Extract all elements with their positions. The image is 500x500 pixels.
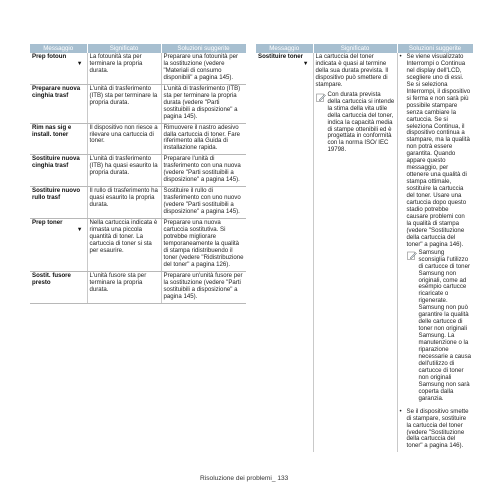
table-row	[30, 123, 246, 155]
down-arrow-icon: ▼	[302, 60, 309, 67]
header-message: Messaggio	[30, 44, 87, 53]
message-cell: Sostituire nuovo rullo trasf	[30, 187, 87, 219]
left-table-header	[30, 44, 246, 53]
solution-cell: Rimuovere il nastro adesivo dalla cartuccia di toner. Fare riferimento alla Guida di installazione rapida.	[161, 123, 246, 155]
solution-cell: L'unità di trasferimento (ITB) sta per terminare la propria durata (vedere "Parti sostituibili a disposizione" a pagina 145).	[161, 84, 246, 123]
list-item: • Se il dispositivo smette di stampare, sostituire la cartuccia del toner (vedere "Sostituzione della cartuccia del toner" a pagina 146).	[400, 409, 472, 451]
meaning-note	[316, 92, 395, 155]
message-cell	[256, 53, 313, 452]
table-row	[30, 84, 246, 123]
message-cell	[30, 219, 87, 272]
message-cell: Rim nas sig e install. toner	[30, 123, 87, 155]
message-text: Prep fotoun	[32, 53, 67, 60]
list-item	[400, 54, 472, 403]
table-row	[30, 53, 246, 84]
table-row	[30, 155, 246, 187]
header-solution: Soluzioni suggerite	[161, 44, 246, 53]
solution-note	[407, 250, 472, 403]
note-pencil-icon	[407, 251, 417, 260]
message-text: Sostituire toner	[258, 53, 304, 60]
solution-cell: Preparare una nuova cartuccia sostitutiva. Si potrebbe migliorare temporaneamente la qualità di stampa ridistribuendo il toner (vedere "Ridistribuzione del toner" a pagina 126).	[161, 219, 246, 272]
meaning-cell: La fotounità sta per terminare la propria durata.	[87, 53, 161, 84]
message-cell	[30, 53, 87, 84]
note-pencil-icon	[316, 93, 326, 102]
header-meaning: Significato	[313, 44, 397, 53]
table-row	[30, 271, 246, 303]
table-row	[30, 187, 246, 219]
message-cell: Sostituire nuova cinghia trasf	[30, 155, 87, 187]
header-solution: Soluzioni suggerite	[397, 44, 473, 53]
right-messages-table	[256, 44, 474, 452]
meaning-cell: L'unità di trasferimento (ITB) sta per terminare la propria durata.	[87, 84, 161, 123]
solution-cell: Preparare un'unità fusore per la sostituzione (vedere "Parti sostituibili a disposizione" a pagina 145).	[161, 271, 246, 303]
down-arrow-icon: ▼	[76, 226, 83, 233]
solution-cell	[397, 53, 473, 452]
meaning-cell: Il dispositivo non riesce a rilevare una cartuccia di toner.	[87, 123, 161, 155]
meaning-cell: Nella cartuccia indicata è rimasta una piccola quantità di toner. La cartuccia di toner si sta per esaurire.	[87, 219, 161, 272]
solution-list	[400, 54, 472, 450]
table-row	[30, 219, 246, 272]
page-footer: Risoluzione dei problemi_ 133	[200, 475, 289, 482]
note-text: Samsung sconsiglia l'utilizzo di cartucce di toner Samsung non originali, come ad esempio cartucce ricaricate o rigenerate. Samsung non può garantire la qualità delle cartucce di toner non originali Samsung. La manutenzione o la riparazione necessarie a causa dell'utilizzo di cartucce di toner non originali Samsung non sarà coperta dalla garanzia.	[418, 248, 472, 402]
meaning-cell: L'unità fusore sta per terminare la propria durata.	[87, 271, 161, 303]
meaning-cell	[313, 53, 397, 452]
down-arrow-icon: ▼	[76, 60, 83, 67]
meaning-cell: Il rullo di trasferimento ha quasi esaurito la propria durata.	[87, 187, 161, 219]
solution-cell: Preparare una fotounità per la sostituzione (vedere "Materiali di consumo disponibili" a pagina 145).	[161, 53, 246, 84]
table-row	[256, 53, 473, 452]
meaning-text: La cartuccia del toner indicata è quasi al termine della sua durata prevista. Il dispositivo può smettere di stampare.	[315, 53, 389, 88]
solution-cell: Preparare l'unità di trasferimento con una nuova (vedere "Parti sostituibili a disposizione" a pagina 145).	[161, 155, 246, 187]
message-cell: Sostit. fusore presto	[30, 271, 87, 303]
left-messages-table	[30, 44, 247, 304]
meaning-cell: L'unità di trasferimento (ITB) ha quasi esaurito la propria durata.	[87, 155, 161, 187]
header-meaning: Significato	[87, 44, 161, 53]
message-cell: Preparare nuova cinghia trasf	[30, 84, 87, 123]
note-text: Con durata prevista della cartuccia si intende la stima della vita utile della cartuccia del toner, indica la capacità media di stampe ottenibili ed è progettata in conformità con la norma ISO/ IEC 19798.	[327, 90, 395, 154]
right-table-header	[256, 44, 473, 53]
solution-cell: Sostituire il rullo di trasferimento con uno nuovo (vedere "Parti sostituibili a disposizione" a pagina 145).	[161, 187, 246, 219]
solution-text: • Se viene visualizzato Interrompi o Continua nel display dell'LCD, scegliere uno di essi. Se si seleziona Interrompi, il dispositivo si ferma e non sarà più possibile stampare senza cambiare la cartuccia. Se si seleziona Continua, il dispositivo continua a stampare, ma la qualità non potrà essere garantita. Quando appare questo messaggio, per ottenere una qualità di stampa ottimale, sostituire la cartuccia del toner. Usare una cartuccia dopo questo stadio potrebbe causare problemi con la qualità di stampa (vedere "Sostituzione della cartuccia del toner" a pagina 146).	[406, 53, 471, 248]
message-text: Prep toner	[32, 219, 63, 227]
header-message: Messaggio	[256, 44, 313, 53]
